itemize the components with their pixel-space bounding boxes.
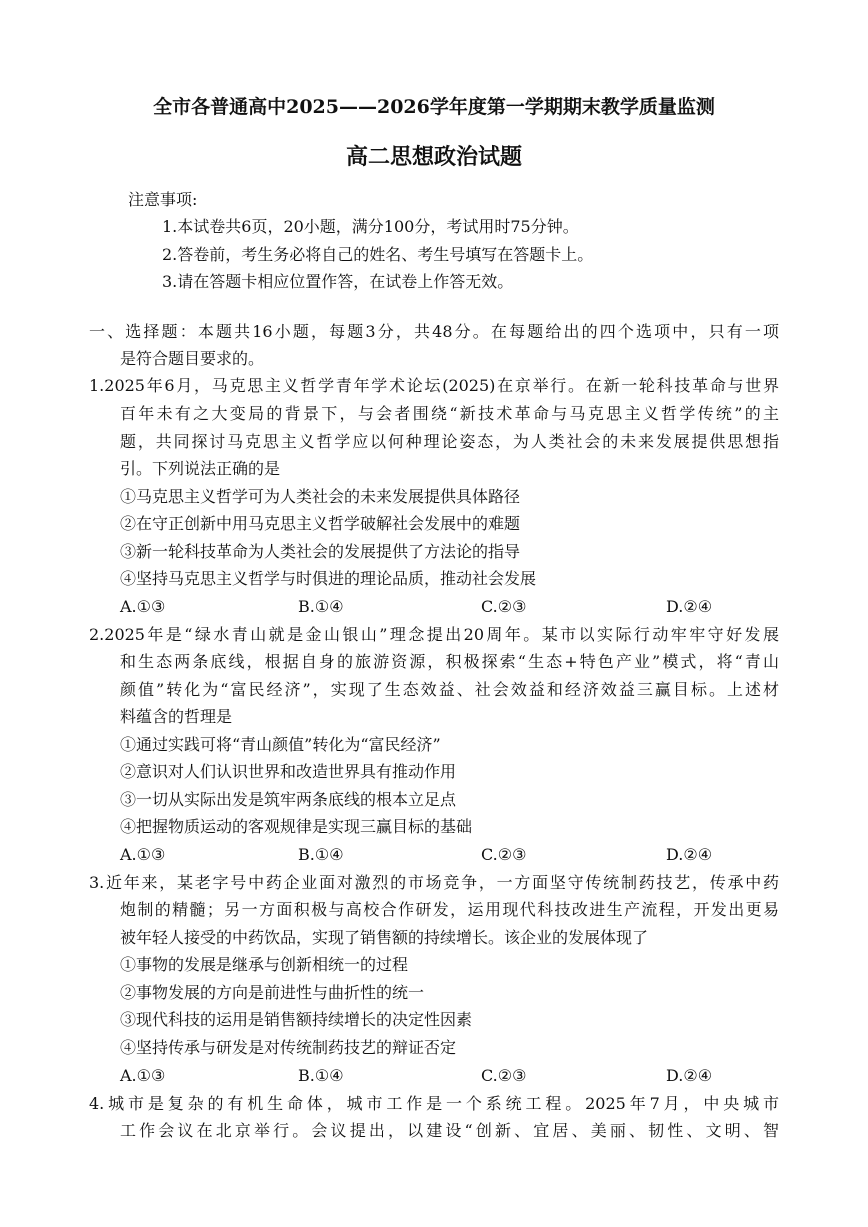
answer-option-a: A.①③	[120, 845, 166, 864]
question-statement: ①通过实践可将“青山颜值”转化为“富民经济”	[120, 735, 441, 754]
question-stem: 题，共同探讨马克思主义哲学应以何种理论姿态，为人类社会的未来发展提供思想指	[120, 432, 779, 451]
question-statement: ④把握物质运动的客观规律是实现三赢目标的基础	[120, 817, 473, 836]
question-statement: ①事物的发展是继承与创新相统一的过程	[120, 955, 409, 974]
notice-item: 3.请在答题卡相应位置作答，在试卷上作答无效。	[162, 272, 514, 291]
exam-subject-title: 高二思想政治试题	[345, 144, 522, 170]
answer-option-d: D.②④	[666, 1066, 713, 1085]
answer-option-d: D.②④	[666, 845, 713, 864]
exam-title: 全市各普通高中2025——2026学年度第一学期期末教学质量监测	[153, 96, 715, 118]
section-intro: 是符合题目要求的。	[120, 349, 265, 368]
notice-heading: 注意事项:	[128, 190, 198, 209]
question-stem: 2.2025年是“绿水青山就是金山银山”理念提出20周年。某市以实际行动牢牢守好发展	[89, 625, 779, 644]
question-statement: ③一切从实际出发是筑牢两条底线的根本立足点	[120, 790, 457, 809]
notice-item: 2.答卷前，考生务必将自己的姓名、考生号填写在答题卡上。	[162, 245, 594, 264]
answer-option-c: C.②③	[481, 597, 527, 616]
question-stem: 工作会议在北京举行。会议提出，以建设“创新、宜居、美丽、韧性、文明、智	[120, 1121, 779, 1140]
answer-option-c: C.②③	[481, 845, 527, 864]
question-stem: 1.2025年6月，马克思主义哲学青年学术论坛(2025)在京举行。在新一轮科技革命与世界	[89, 376, 779, 395]
question-statement: ②事物发展的方向是前进性与曲折性的统一	[120, 983, 425, 1002]
question-stem: 百年未有之大变局的背景下，与会者围绕“新技术革命与马克思主义哲学传统”的主	[120, 404, 779, 423]
answer-option-b: B.①④	[298, 597, 344, 616]
question-statement: ④坚持马克思主义哲学与时俱进的理论品质，推动社会发展	[120, 569, 537, 588]
question-stem: 料蕴含的哲理是	[120, 707, 233, 726]
question-statement: ③现代科技的运用是销售额持续增长的决定性因素	[120, 1010, 473, 1029]
answer-option-a: A.①③	[120, 1066, 166, 1085]
answer-option-c: C.②③	[481, 1066, 527, 1085]
question-stem: 颜值”转化为“富民经济”，实现了生态效益、社会效益和经济效益三赢目标。上述材	[120, 680, 779, 699]
question-stem: 被年轻人接受的中药饮品，实现了销售额的持续增长。该企业的发展体现了	[120, 928, 649, 947]
question-stem: 和生态两条底线，根据自身的旅游资源，积极探索“生态+特色产业”模式，将“青山	[120, 652, 779, 671]
question-stem: 3.近年来，某老字号中药企业面对激烈的市场竞争，一方面坚守传统制药技艺，传承中药	[89, 873, 779, 892]
answer-option-b: B.①④	[298, 1066, 344, 1085]
question-statement: ②意识对人们认识世界和改造世界具有推动作用	[120, 762, 457, 781]
question-statement: ②在守正创新中用马克思主义哲学破解社会发展中的难题	[120, 514, 521, 533]
question-stem: 4.城市是复杂的有机生命体，城市工作是一个系统工程。2025年7月，中央城市	[89, 1094, 779, 1113]
section-intro: 一、选择题：本题共16小题，每题3分，共48分。在每题给出的四个选项中，只有一项	[89, 322, 779, 341]
answer-option-b: B.①④	[298, 845, 344, 864]
question-statement: ④坚持传承与研发是对传统制药技艺的辩证否定	[120, 1038, 457, 1057]
question-statement: ①马克思主义哲学可为人类社会的未来发展提供具体路径	[120, 487, 521, 506]
question-statement: ③新一轮科技革命为人类社会的发展提供了方法论的指导	[120, 542, 521, 561]
question-stem: 炮制的精髓；另一方面积极与高校合作研发，运用现代科技改进生产流程，开发出更易	[120, 900, 779, 919]
answer-option-a: A.①③	[120, 597, 166, 616]
question-stem: 引。下列说法正确的是	[120, 459, 281, 478]
notice-item: 1.本试卷共6页，20小题，满分100分，考试用时75分钟。	[162, 217, 579, 236]
answer-option-d: D.②④	[666, 597, 713, 616]
